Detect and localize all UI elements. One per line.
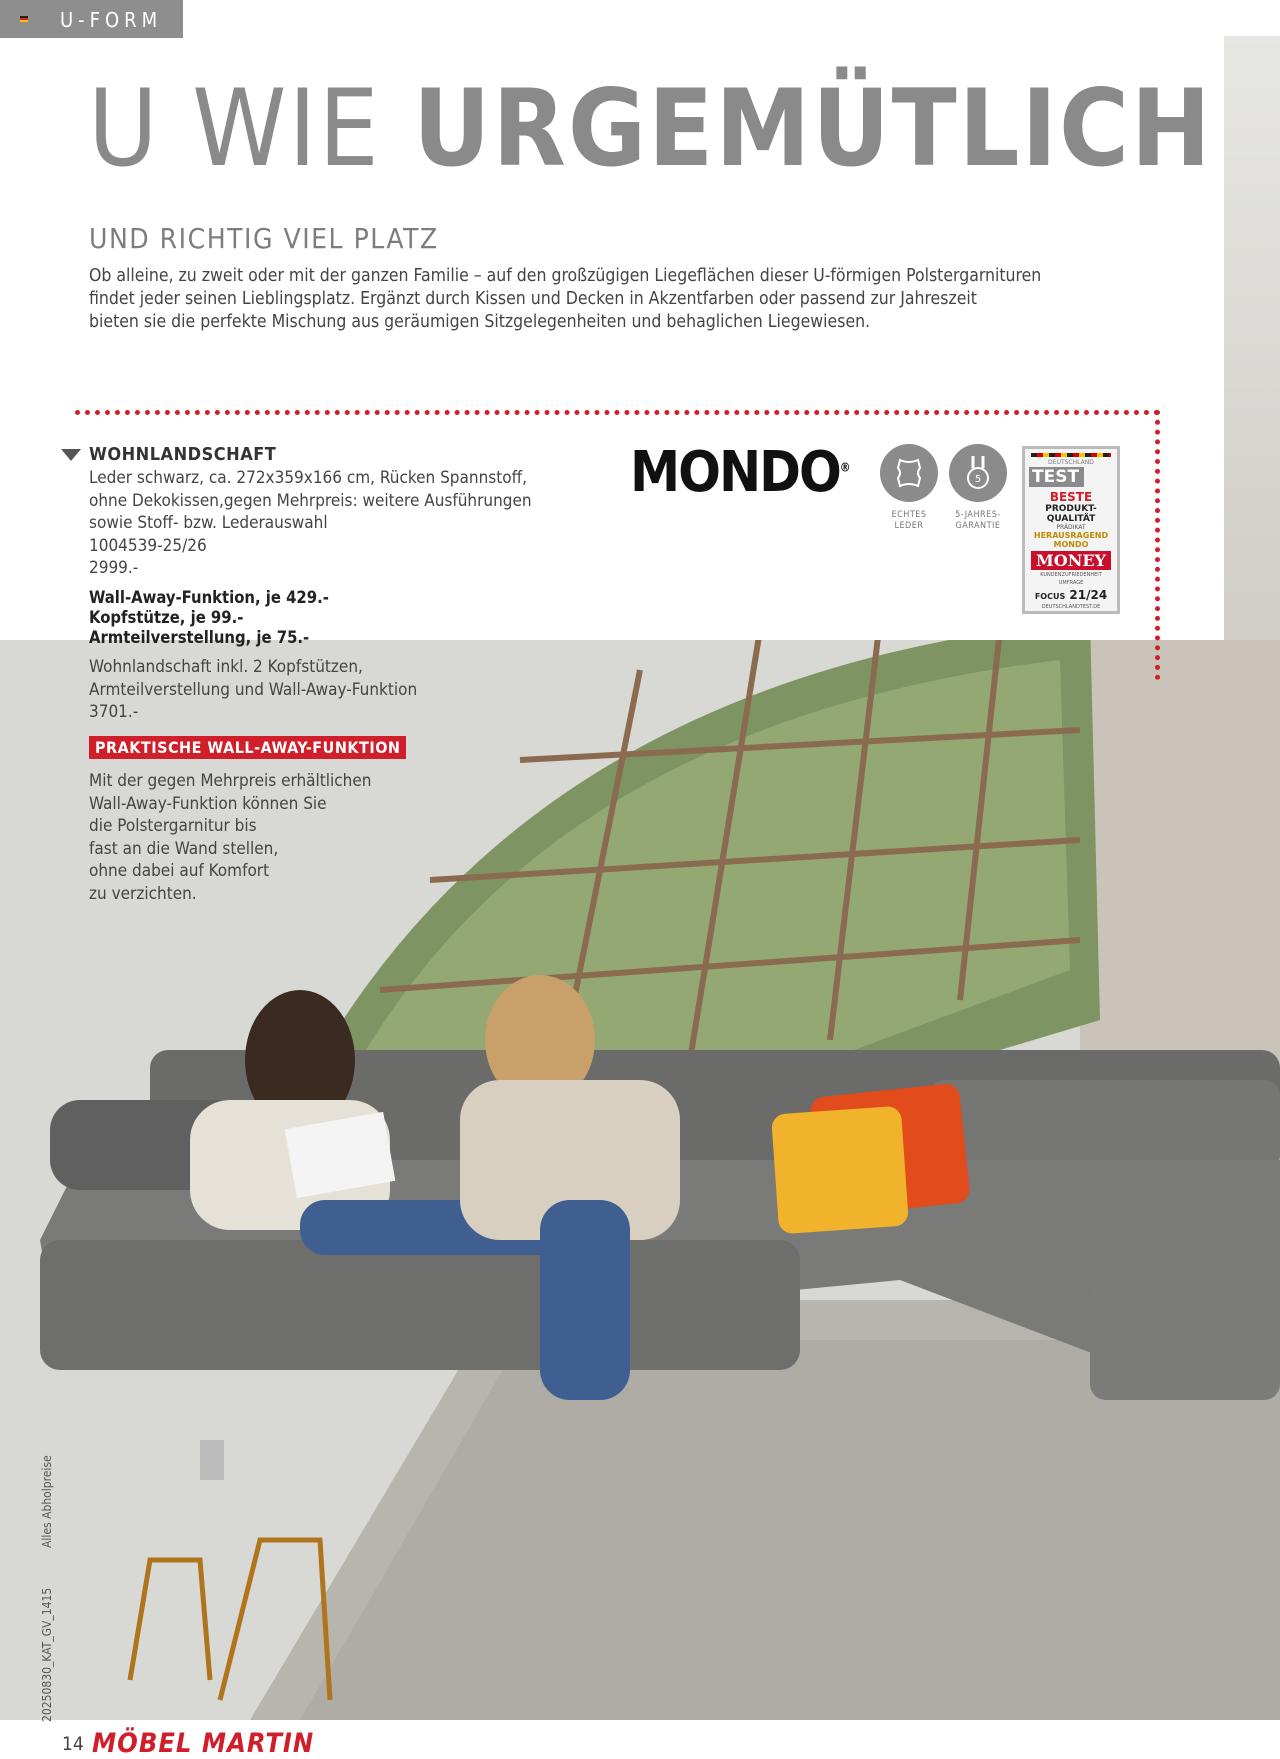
- option-prices: [89, 588, 329, 648]
- leather-icon: [880, 444, 938, 502]
- seal-brand: MONDO: [1053, 540, 1089, 549]
- photo-right-strip: [1224, 36, 1280, 676]
- section-tab-label: U-FORM: [60, 8, 163, 32]
- leather-label-1: ECHTES: [891, 510, 927, 520]
- intro-line: bieten sie die perfekte Mischung aus geräumigen Sitzgelegenheiten und behaglichen Liegewiesen.: [89, 312, 871, 332]
- brand-name: MONDO: [630, 440, 840, 505]
- desc-line: Leder schwarz, ca. 272x359x166 cm, Rücken Spannstoff,: [89, 468, 527, 488]
- seal-website: DEUTSCHLANDTEST.DE: [1041, 604, 1101, 610]
- desc-line: ohne Dekokissen,gegen Mehrpreis: weitere Ausführungen: [89, 490, 532, 511]
- test-seal: [1022, 446, 1120, 614]
- product-description: [89, 467, 569, 580]
- title-thin: U WIE: [88, 67, 414, 190]
- option-line: Kopfstütze, je 99.-: [89, 608, 244, 627]
- bundle-price: 3701.-: [89, 702, 139, 722]
- dotted-divider: [75, 410, 1160, 415]
- guarantee-label: [949, 510, 1007, 532]
- seal-stripe: [1031, 453, 1111, 457]
- seal-money: MONEY: [1031, 551, 1111, 570]
- seal-test: TEST: [1029, 467, 1084, 487]
- feature-text: [89, 770, 429, 905]
- product-title: WOHNLANDSCHAFT: [89, 444, 277, 465]
- seal-kunden: KUNDENZUFRIEDENHEIT: [1040, 572, 1102, 578]
- seal-year: 21/24: [1069, 588, 1108, 602]
- guarantee-label-2: GARANTIE: [955, 521, 1001, 531]
- triangle-down-icon: [61, 449, 81, 461]
- intro-text: [89, 265, 1089, 334]
- bundle-line: Wohnlandschaft inkl. 2 Kopfstützen,: [89, 657, 363, 677]
- intro-line: findet jeder seinen Lieblingsplatz. Ergänzt durch Kissen und Decken in Akzentfarben oder passend zur Jahreszeit: [89, 289, 977, 309]
- catalog-code: 20250830_KAT_GV_1415: [40, 1587, 54, 1722]
- seal-herausragend: HERAUSRAGEND: [1033, 531, 1109, 540]
- seal-quality-2: QUALITÄT: [1046, 514, 1096, 524]
- store-logo: MÖBEL MARTIN: [92, 1728, 315, 1759]
- prices-note: Alles Abholpreise: [40, 1455, 54, 1548]
- option-line: Armteilverstellung, je 75.-: [89, 628, 310, 647]
- registered-mark: ®: [839, 460, 851, 475]
- seal-praedikat: PRÄDIKAT: [1056, 524, 1086, 531]
- feature-line: fast an die Wand stellen,: [89, 838, 279, 859]
- seal-focus: [1025, 588, 1117, 602]
- bundle-line: Armteilverstellung und Wall-Away-Funktion: [89, 679, 418, 700]
- feature-line: Mit der gegen Mehrpreis erhältlichen: [89, 771, 372, 791]
- feature-line: zu verzichten.: [89, 883, 197, 904]
- leather-label: [880, 510, 938, 532]
- brand-logo: [630, 440, 851, 505]
- svg-text:5: 5: [974, 474, 982, 485]
- section-tab: [0, 0, 183, 38]
- desc-line: sowie Stoff- bzw. Lederauswahl: [89, 513, 328, 533]
- article-number: 1004539-25/26: [89, 535, 207, 556]
- leather-feature: [880, 444, 938, 532]
- subtitle: UND RICHTIG VIEL PLATZ: [89, 222, 439, 255]
- option-line: Wall-Away-Funktion, je 429.-: [89, 588, 329, 607]
- page-number: 14: [62, 1733, 84, 1755]
- feature-line: Wall-Away-Funktion können Sie: [89, 793, 327, 814]
- seal-country: DEUTSCHLAND: [1048, 459, 1094, 466]
- seal-umfrage: UMFRAGE: [1058, 580, 1084, 586]
- seal-quality-1: PRODUKT-: [1045, 504, 1097, 514]
- guarantee-feature: [949, 444, 1007, 532]
- leather-label-2: LEDER: [894, 521, 924, 531]
- price: 2999.-: [89, 558, 139, 578]
- guarantee-label-1: 5-JAHRES-: [955, 510, 1001, 520]
- title-bold: URGEMÜTLICH: [413, 67, 1213, 190]
- bundle-offer: [89, 656, 489, 724]
- dotted-divider-vertical: [1155, 410, 1160, 680]
- feature-line: ohne dabei auf Komfort: [89, 861, 270, 881]
- feature-line: die Polstergarnitur bis: [89, 816, 257, 836]
- medal-icon: [949, 444, 1007, 502]
- flag-icon: [20, 16, 28, 22]
- page-title: [88, 67, 1213, 190]
- feature-badge: PRAKTISCHE WALL-AWAY-FUNKTION: [89, 736, 406, 759]
- seal-focus-label: FOCUS: [1034, 592, 1066, 601]
- seal-beste: BESTE: [1049, 490, 1093, 504]
- intro-line: Ob alleine, zu zweit oder mit der ganzen Familie – auf den großzügigen Liegeflächen dieser U-förmigen Polstergarnituren: [89, 266, 1042, 286]
